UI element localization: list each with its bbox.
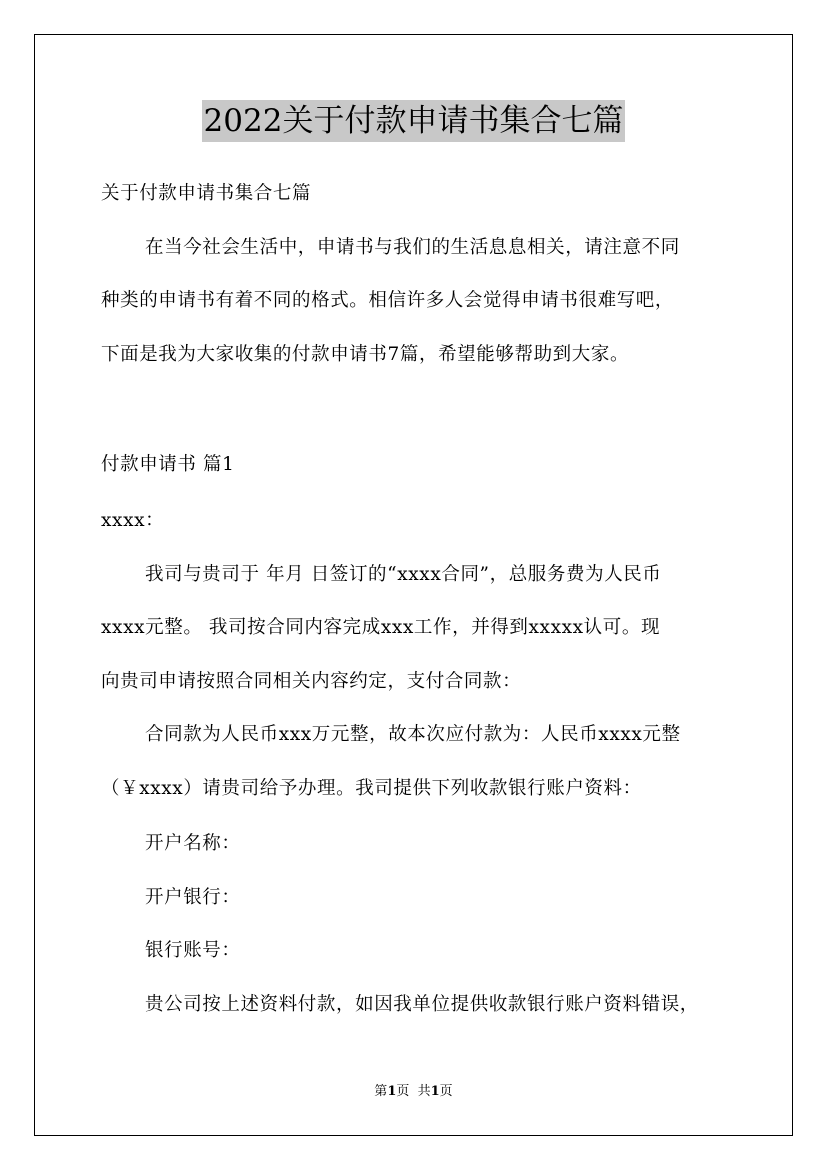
text-line: xxxx：: [101, 510, 165, 531]
text-line: 向贵司申请按照合同相关内容约定，支付合同款：: [101, 671, 522, 692]
title-container: [0, 100, 827, 142]
text-line: 合同款为人民币xxx万元整，故本次应付款为：人民币xxxx元整: [145, 724, 681, 745]
document-title: 2022关于付款申请书集合七篇: [202, 100, 626, 142]
text-line: 贵公司按上述资料付款，如因我单位提供收款银行账户资料错误，: [145, 994, 699, 1015]
text-line: 下面是我为大家收集的付款申请书7篇，希望能够帮助到大家。: [101, 344, 630, 365]
text-line: 我司与贵司于 年月 日签订的“xxxx合同”，总服务费为人民币: [145, 564, 662, 585]
text-line: 关于付款申请书集合七篇: [101, 183, 312, 204]
text-line: xxxx元整。 我司按合同内容完成xxx工作，并得到xxxxx认可。现: [101, 617, 661, 638]
text-line: 开户银行：: [145, 887, 241, 908]
text-line: 开户名称：: [145, 833, 241, 854]
footer-suffix: 页: [439, 1084, 453, 1099]
footer-total-pages: 1: [430, 1084, 440, 1099]
footer-mid: 页 共: [396, 1084, 431, 1099]
text-line: 种类的申请书有着不同的格式。相信许多人会觉得申请书很难写吧，: [101, 290, 675, 311]
section-heading: 付款申请书 篇1: [101, 454, 235, 475]
text-line: 在当今社会生活中，申请书与我们的生活息息相关，请注意不同: [145, 237, 680, 258]
page-footer: [0, 1083, 827, 1101]
text-line: 银行账号：: [145, 940, 241, 961]
text-line: （￥xxxx）请贵司给予办理。我司提供下列收款银行账户资料：: [101, 778, 642, 799]
footer-prefix: 第: [374, 1084, 388, 1099]
footer-page-number: 1: [387, 1084, 397, 1099]
